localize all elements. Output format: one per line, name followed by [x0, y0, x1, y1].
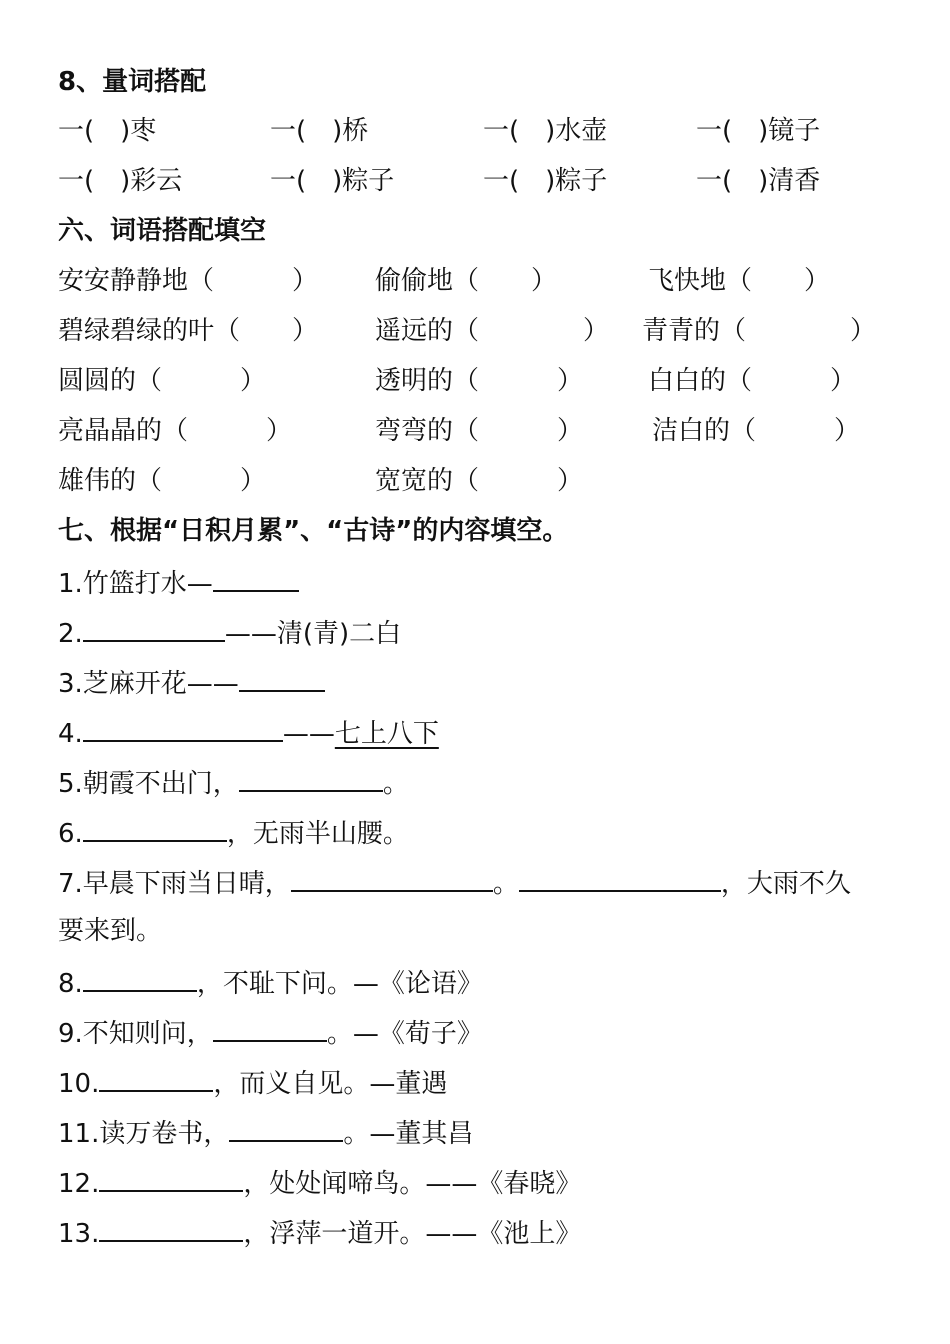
fill-in-question-13: 13. ，浮萍一道开。——《池上》	[58, 1214, 581, 1251]
measure-word-item: 一( )粽子	[483, 166, 608, 196]
section-title-fill-in: 七、根据“日积月累”、“古诗”的内容填空。	[58, 516, 569, 546]
word-matching-item: 安安静静地（ ）	[58, 266, 319, 296]
fill-in-question-7: 7.早晨下雨当日晴， 。 ，大雨不久	[58, 864, 851, 901]
fill-in-question-4: 4. ——七上八下	[58, 714, 439, 751]
measure-word-item: 一( )彩云	[58, 166, 183, 196]
measure-word-item: 一( )粽子	[270, 166, 395, 196]
word-matching-item: 白白的（ ）	[648, 366, 857, 396]
fill-in-question-7-continued: 要来到。	[58, 916, 163, 946]
answer-blank[interactable]	[239, 664, 325, 692]
word-matching-item: 碧绿碧绿的叶（ ）	[58, 316, 319, 346]
answer-blank[interactable]	[99, 1164, 243, 1192]
answer-blank[interactable]	[83, 964, 197, 992]
word-matching-item: 亮晶晶的（ ）	[58, 416, 293, 446]
fill-in-question-10: 10. ，而义自见。—董遇	[58, 1064, 447, 1101]
fill-in-question-11: 11.读万卷书， 。—董其昌	[58, 1114, 473, 1151]
answer-blank[interactable]	[83, 814, 227, 842]
answer-blank[interactable]	[213, 1014, 327, 1042]
measure-word-item: 一( )水壶	[483, 116, 608, 146]
answer-blank[interactable]	[239, 764, 383, 792]
word-matching-item: 青青的（ ）	[642, 316, 877, 346]
fill-in-question-6: 6. ，无雨半山腰。	[58, 814, 409, 851]
word-matching-item: 弯弯的（ ）	[375, 416, 584, 446]
answer-blank[interactable]	[99, 1064, 213, 1092]
word-matching-item: 圆圆的（ ）	[58, 366, 267, 396]
word-matching-item: 雄伟的（ ）	[58, 466, 267, 496]
answer-blank[interactable]	[519, 864, 721, 892]
fill-in-question-5: 5.朝霞不出门， 。	[58, 764, 409, 801]
section-title-measure-words: 8、量词搭配	[58, 67, 207, 97]
answer-blank[interactable]	[83, 614, 225, 642]
word-matching-item: 宽宽的（ ）	[375, 466, 584, 496]
word-matching-item: 透明的（ ）	[375, 366, 584, 396]
fill-in-question-9: 9.不知则问， 。—《荀子》	[58, 1014, 483, 1051]
word-matching-item: 遥远的（ ）	[375, 316, 610, 346]
measure-word-item: 一( )镜子	[696, 116, 821, 146]
fill-in-question-2: 2. ——清(青)二白	[58, 614, 401, 651]
measure-word-item: 一( )清香	[696, 166, 821, 196]
answer-blank[interactable]	[213, 564, 299, 592]
fill-in-question-3: 3.芝麻开花——	[58, 664, 325, 701]
word-matching-item: 偷偷地（ ）	[375, 266, 558, 296]
fill-in-question-12: 12. ，处处闻啼鸟。——《春晓》	[58, 1164, 581, 1201]
fill-in-question-8: 8. ，不耻下问。—《论语》	[58, 964, 483, 1001]
answer-blank[interactable]	[83, 714, 283, 742]
word-matching-item: 洁白的（ ）	[652, 416, 861, 446]
section-title-word-matching: 六、词语搭配填空	[58, 216, 267, 246]
answer-blank[interactable]	[229, 1114, 343, 1142]
measure-word-item: 一( )桥	[270, 116, 369, 146]
fill-in-question-1: 1.竹篮打水—	[58, 564, 299, 601]
measure-word-item: 一( )枣	[58, 116, 157, 146]
answer-blank[interactable]	[99, 1214, 243, 1242]
word-matching-item: 飞快地（ ）	[648, 266, 831, 296]
answer-blank[interactable]	[291, 864, 493, 892]
